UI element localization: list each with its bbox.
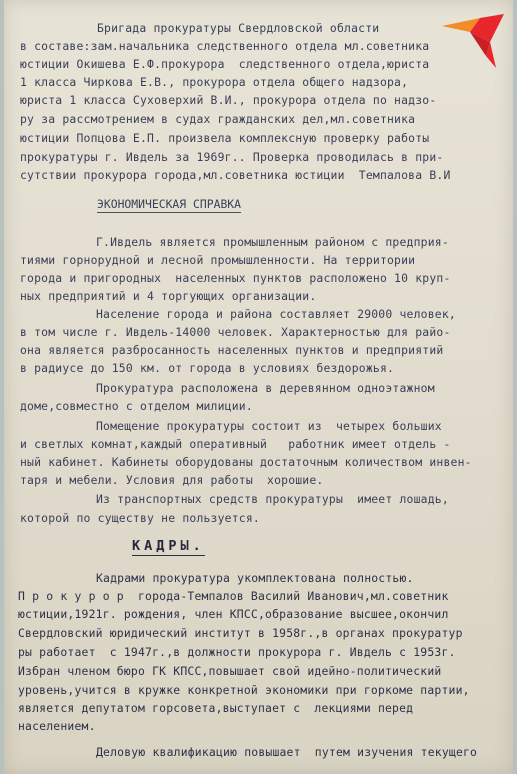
section1-line: Помещение прокуратуры состоит из четырех больших	[96, 419, 442, 433]
section1-line: в радиусе до 150 км. от города в условиях бездорожья.	[20, 361, 395, 375]
section2-line: является депутатом горсовета,выступает с лекциями перед	[18, 701, 414, 715]
intro-line: юриста 1 класса Суховерхий В.И., прокурора отдела по надзо-	[20, 93, 437, 107]
section2-line: Кадрами прокуратура укомплектована полностью.	[96, 571, 414, 585]
section1-line: Население города и района составляет 29000 человек,	[96, 307, 456, 321]
section1-line: тиями горнорудной и лесной промышленности. На территории	[20, 253, 416, 267]
section-heading-economic: ЭКОНОМИЧЕСКАЯ СПРАВКА	[97, 197, 242, 211]
section1-line: города и пригородных населенных пунктов расположено 10 круп-	[20, 271, 451, 285]
section1-line: доме,совместно с отделом милиции.	[20, 399, 253, 413]
intro-line: юстиции Окишева Е.Ф.прокурора следственного отдела,юриста	[20, 57, 430, 71]
section2-line: населением.	[18, 719, 96, 733]
document-text	[4, 0, 513, 774]
section1-line: ных предприятий и 4 торгующих организации.	[20, 289, 317, 303]
section1-line: Из транспортных средств прокуратуры имеет лошадь,	[96, 492, 449, 506]
section1-line: в том числе г. Ивдель-14000 человек. Характерностью для райо-	[20, 325, 451, 339]
document-page	[4, 0, 513, 774]
section1-line: Прокуратура расположена в деревянном одноэтажном	[96, 381, 435, 395]
intro-line: ру за рассмотрением в судах гражданских дел,мл.советника	[20, 112, 416, 126]
intro-line: юстиции Попцова Е.П. произвела комплексную проверку работы	[20, 131, 430, 145]
section1-line: Г.Ивдель является промышленным районом с предприя-	[96, 235, 449, 249]
intro-line: прокуратуры г. Ивдель за 1969г.. Проверка проводилась в при-	[20, 150, 444, 164]
intro-line: 1 класса Чиркова Е.В., прокурора отдела общего надзора,	[20, 75, 409, 89]
section1-line: и светлых комнат,каждый оперативный работник имеет отдель -	[20, 437, 451, 451]
section2-line: уровень,учится в кружке конкретной экономики при горкоме партии,	[18, 683, 470, 697]
section2-line: П р о к у р о р города-Темпалов Василий Иванович,мл.советник	[18, 589, 449, 603]
section2-line: юстиции,1921г. рождения, член КПСС,образование высшее,окончил	[18, 607, 449, 621]
section-heading-staff: КАДРЫ.	[132, 538, 205, 554]
section2-line: ры работает с 1947г.,в должности прокурора г. Ивдель с 1953г.	[18, 645, 456, 659]
section1-line: которой по существу не пользуется.	[20, 511, 260, 525]
section2-line: Свердловский юридический институт в 1958г.,в органах прокуратур	[18, 626, 463, 640]
section2-line: Избран членом бюро ГК КПСС,повышает свой идейно-политический	[18, 664, 442, 678]
intro-line: сутствии прокурора города,мл.советника юстиции Темпалова В.И	[20, 168, 451, 182]
section1-line: она является разбросанность населенных пунктов и предприятий	[20, 343, 444, 357]
section1-line: таря и мебели. Условия для работы хорошие.	[20, 473, 324, 487]
section2-line: Деловую квалификацию повышает путем изучения текущего	[96, 745, 478, 759]
section1-line: ный кабинет. Кабинеты оборудованы достаточным количеством инвен-	[20, 455, 472, 469]
intro-line: Бригада прокуратуры Свердловской области	[97, 21, 380, 35]
intro-line: в составе:зам.начальника следственного отдела мл.советника	[20, 39, 430, 53]
